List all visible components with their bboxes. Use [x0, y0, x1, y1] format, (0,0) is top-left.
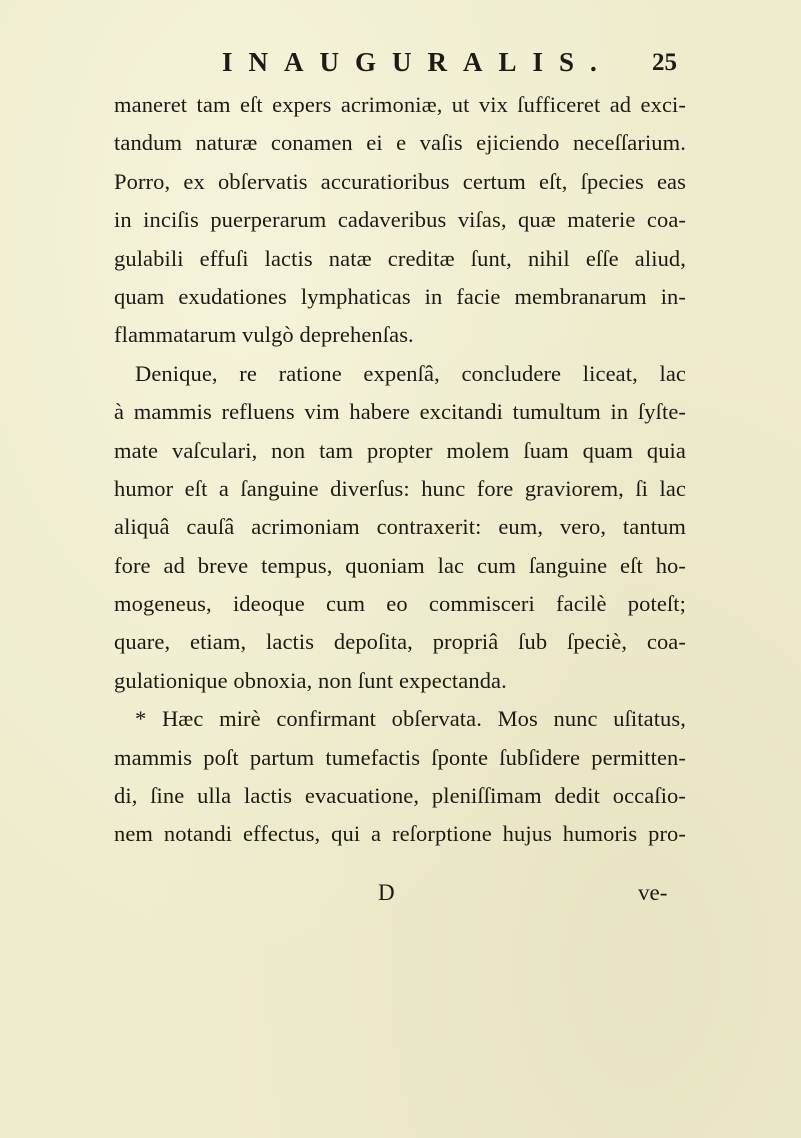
text-line: mogeneus, ideoque cum eo commisceri facilè poteſt; [114, 591, 686, 617]
signature-mark: D [378, 880, 395, 905]
text-line: tandum naturæ conamen ei e vaſis ejiciendo neceſſarium. [114, 130, 686, 156]
page-number: 25 [652, 49, 677, 76]
text-line: fore ad breve tempus, quoniam lac cum ſanguine eſt ho- [114, 552, 686, 578]
running-title: INAUGURALIS. [222, 47, 613, 77]
text-line: gulabili effuſi lactis natæ creditæ ſunt, nihil eſſe aliud, [114, 245, 686, 271]
text-line: Denique, re ratione expenſâ, concludere liceat, lac [135, 360, 686, 386]
text-line: humor eſt a ſanguine diverſus: hunc fore graviorem, ſi lac [114, 475, 686, 501]
text-line: quam exudationes lymphaticas in facie membranarum in- [114, 283, 686, 309]
text-line: di, ſine ulla lactis evacuatione, pleniſſimam dedit occaſio- [114, 783, 686, 809]
running-head [0, 47, 801, 81]
text-line: Porro, ex obſervatis accuratioribus certum eſt, ſpecies eas [114, 168, 686, 194]
text-line: aliquâ cauſâ acrimoniam contraxerit: eum, vero, tantum [114, 514, 686, 540]
text-line: flammatarum vulgò deprehenſas. [114, 322, 414, 348]
text-line: in inciſis puerperarum cadaveribus viſas, quæ materie coa- [114, 207, 686, 233]
body-text [114, 86, 686, 854]
text-line: mammis poſt partum tumefactis ſponte ſubſidere permitten- [114, 744, 686, 770]
text-line: * Hæc mirè confirmant obſervata. Mos nunc uſitatus, [135, 706, 686, 732]
text-line: gulationique obnoxia, non ſunt expectanda. [114, 667, 507, 693]
text-line: mate vaſculari, non tam propter molem ſuam quam quia [114, 437, 686, 463]
page-footer [0, 880, 801, 920]
text-line: nem notandi effectus, qui a reſorptione hujus humoris pro- [114, 821, 686, 847]
catchword: ve- [638, 880, 668, 905]
text-line: maneret tam eſt expers acrimoniæ, ut vix ſufficeret ad exci- [114, 92, 686, 117]
text-line: à mammis refluens vim habere excitandi tumultum in ſyſte- [114, 399, 686, 425]
text-line: quare, etiam, lactis depoſita, propriâ ſub ſpeciè, coa- [114, 629, 686, 655]
